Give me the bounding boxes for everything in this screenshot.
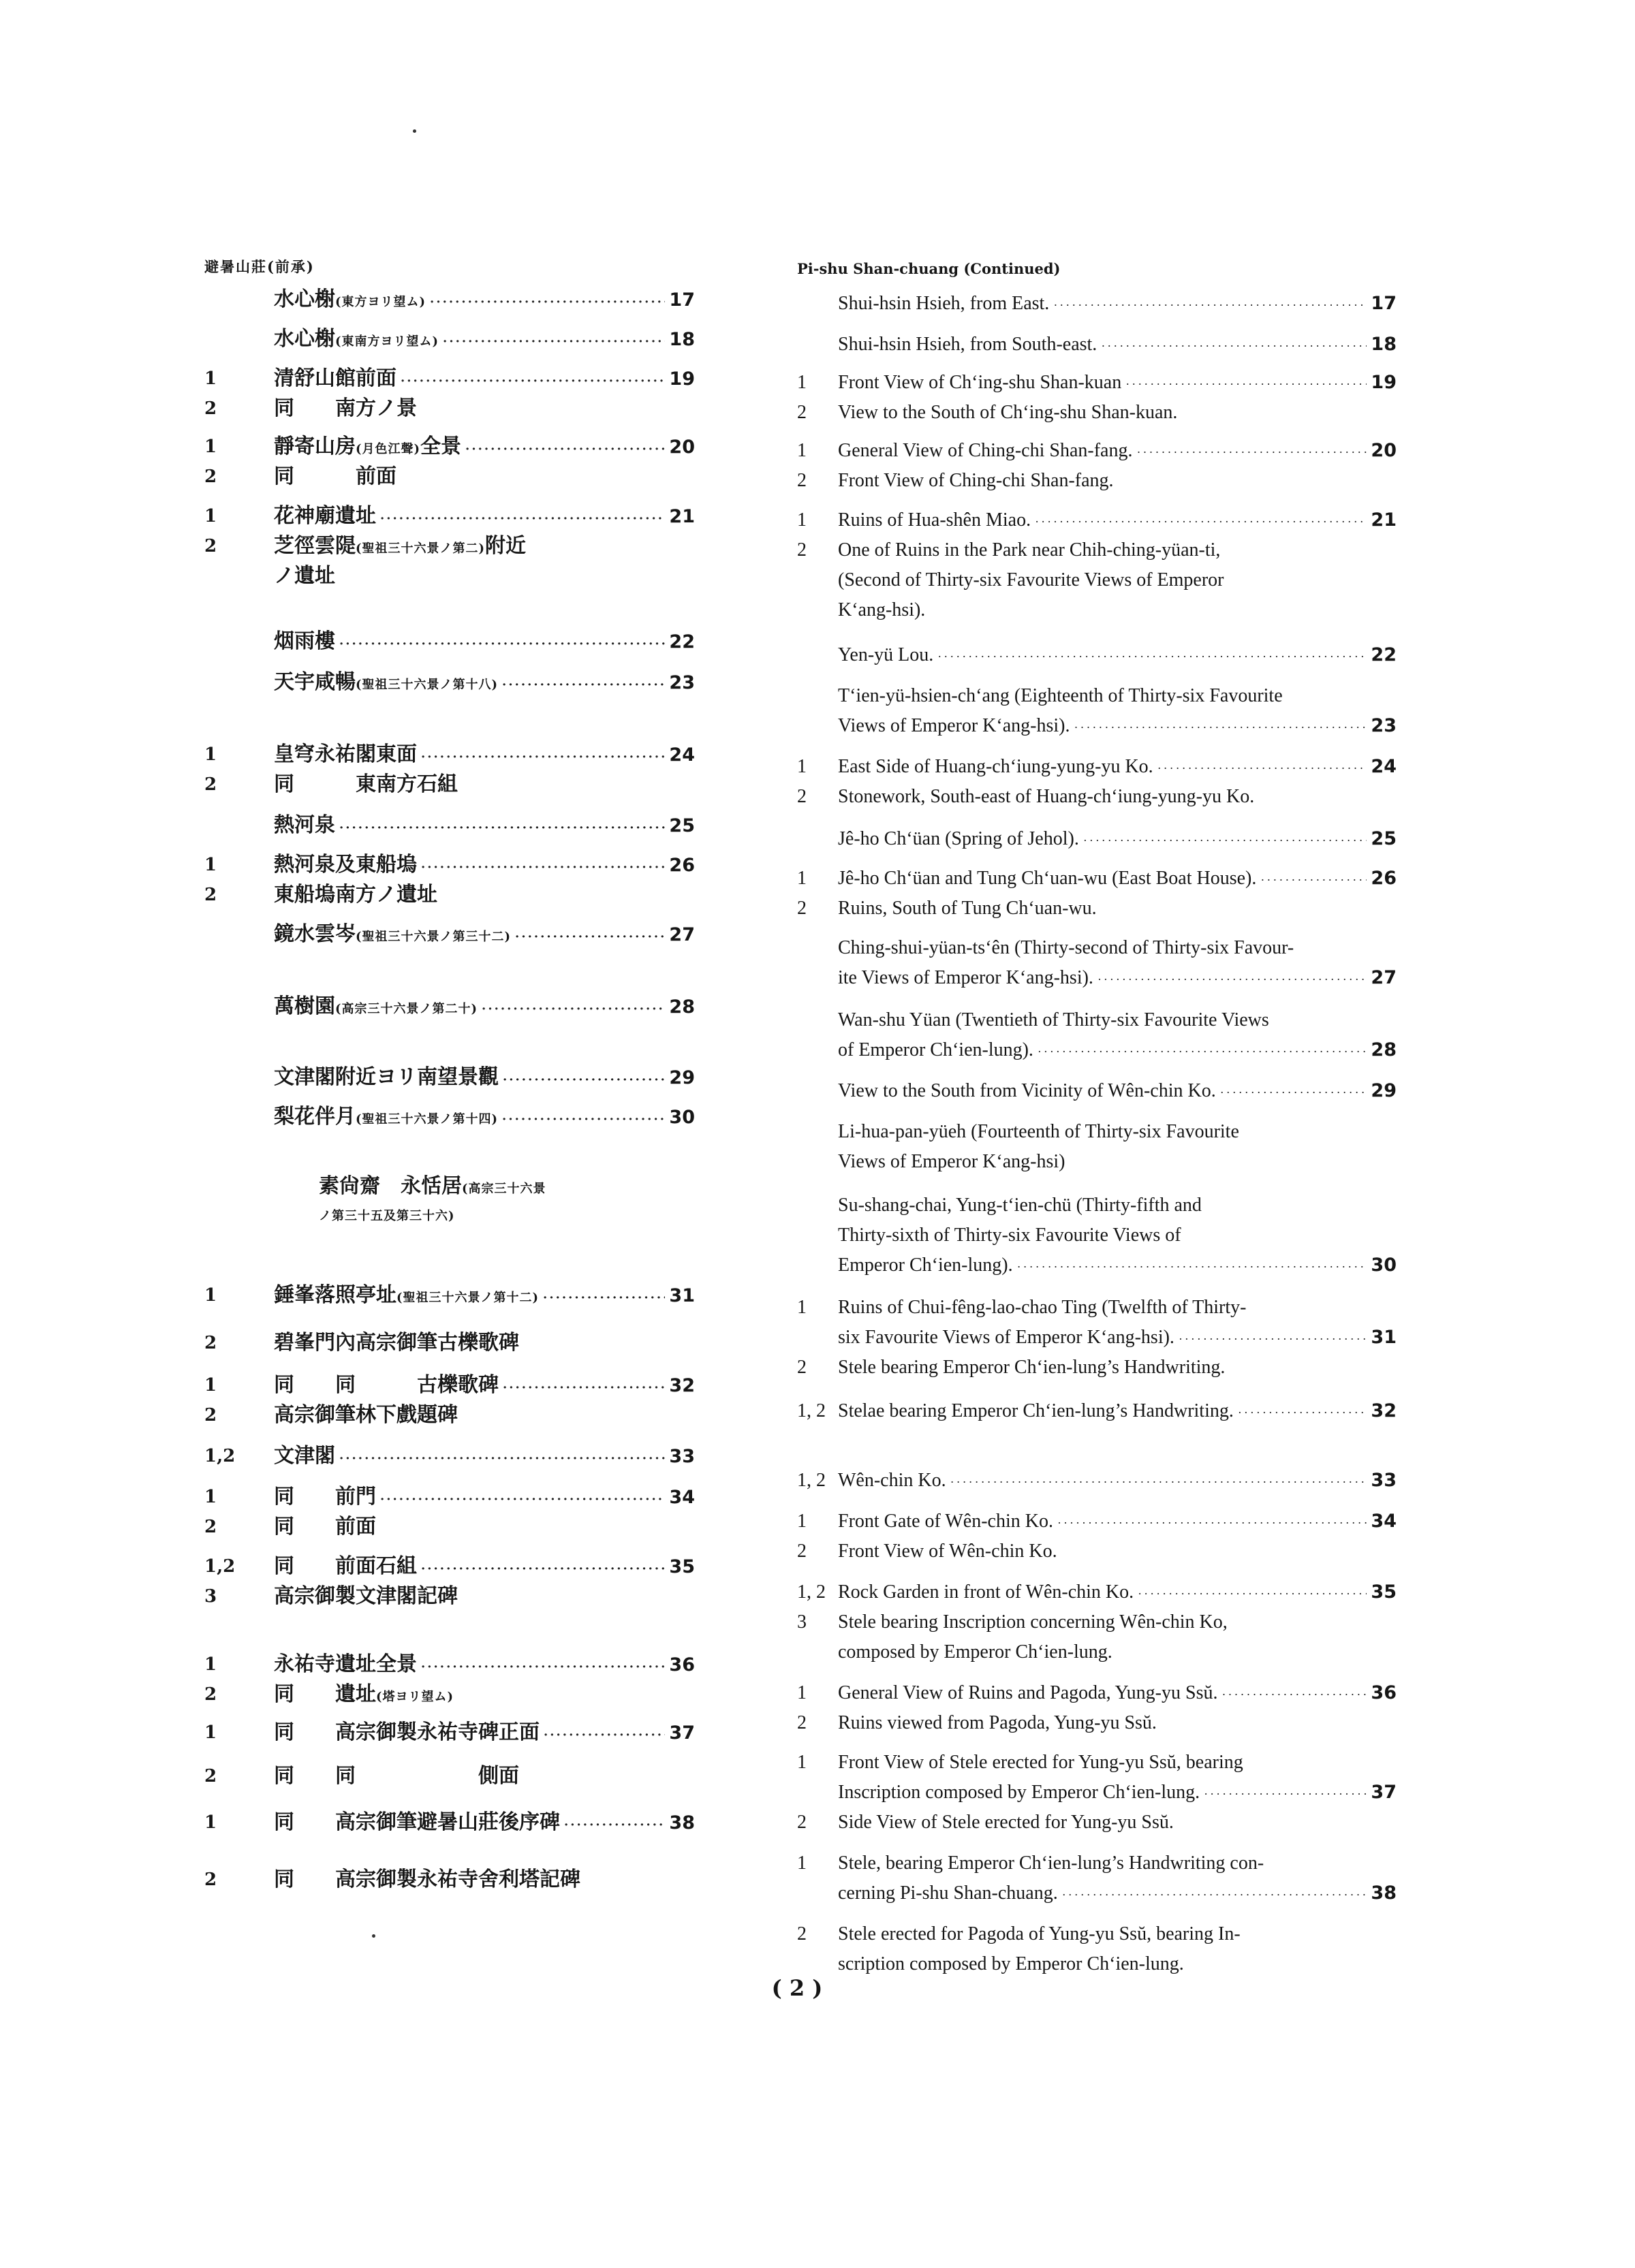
print-speck — [372, 1934, 375, 1938]
dot-leader — [421, 853, 665, 883]
entry-title: Shui-hsin Hsieh, from South-east. — [838, 334, 1097, 355]
entry-annotation: ノ第三十五及第三十六) — [319, 1209, 455, 1223]
plate-number: 2 — [797, 1812, 807, 1833]
entry-title: Stonework, South-east of Huang-ch‘iung-yung-yu Ko. — [838, 786, 1255, 807]
entry-title: Inscription composed by Emperor Ch‘ien-lung. — [838, 1782, 1200, 1803]
entry-title: View to the South of Ch‘ing-shu Shan-kuan. — [838, 402, 1178, 423]
plate-number: 2 — [797, 898, 807, 919]
entry-title: Jê-ho Ch‘üan (Spring of Jehol). — [838, 828, 1079, 849]
dot-leader — [515, 922, 665, 952]
dot-leader — [421, 1652, 665, 1682]
entry-title: View to the South from Vicinity of Wên-chin Ko. — [838, 1080, 1216, 1101]
entry-title: Front View of Stele erected for Yung-yu Ssŭ, bearing — [838, 1752, 1243, 1773]
plate-number: 1 — [797, 1682, 807, 1703]
entry-title: cerning Pi-shu Shan-chuang. — [838, 1883, 1058, 1904]
plate-number: 2 — [204, 885, 217, 905]
dot-leader — [339, 629, 665, 659]
dot-leader — [339, 813, 665, 843]
entry-title: 同 前門 — [274, 1485, 376, 1509]
plate-number: 1 — [204, 506, 217, 526]
entry-annotation: (塔ヨリ望ム) — [376, 1690, 454, 1704]
plate-number: 1 — [204, 1812, 217, 1833]
plate-number: 2 — [204, 1405, 217, 1426]
page-reference: 33 — [669, 1446, 695, 1467]
page-reference: 17 — [669, 289, 695, 311]
entry-title: Li-hua-pan-yüeh (Fourteenth of Thirty-six Favourite — [838, 1121, 1239, 1142]
entry-annotation: (東方ヨリ望ム) — [335, 295, 426, 309]
page-reference: 20 — [669, 437, 695, 458]
entry-title: 同 同 古櫟歌碑 — [274, 1373, 499, 1397]
dot-leader — [502, 670, 665, 700]
entry-title: General View of Ruins and Pagoda, Yung-yu Ssŭ. — [838, 1682, 1218, 1703]
dot-leader — [380, 1485, 665, 1515]
page-reference: 21 — [1371, 509, 1397, 531]
dot-leader — [1220, 1077, 1367, 1107]
plate-number: 2 — [797, 470, 807, 491]
page-reference: 22 — [1371, 644, 1397, 665]
entry-title: 高宗御筆林下戲題碑 — [274, 1403, 458, 1427]
entry-title: 清舒山館前面 — [274, 366, 396, 390]
dot-leader — [1038, 1037, 1367, 1067]
plate-number: 2 — [797, 1923, 807, 1944]
page-reference: 27 — [669, 924, 695, 945]
entry-title: 靜寄山房 — [274, 435, 356, 458]
entry-title: 鏡水雲岑 — [274, 922, 356, 946]
plate-number: 2 — [204, 467, 217, 487]
dot-leader — [1125, 369, 1367, 399]
entry-title: Rock Garden in front of Wên-chin Ko. — [838, 1581, 1134, 1603]
dot-leader — [1136, 437, 1367, 467]
plate-number: 2 — [204, 398, 217, 419]
entry-title: 梨花伴月 — [274, 1105, 356, 1129]
page-reference: 25 — [1371, 828, 1397, 849]
entry-title: 熱河泉 — [274, 813, 335, 837]
page-reference: 24 — [1371, 756, 1397, 777]
entry-title: Stelae bearing Emperor Ch‘ien-lung’s Handwriting. — [838, 1400, 1234, 1421]
entry-title: 萬樹園 — [274, 994, 335, 1018]
dot-leader — [503, 1065, 665, 1095]
entry-title: Front View of Ch‘ing-shu Shan-kuan — [838, 372, 1122, 393]
entry-title: 永祐寺遺址全景 — [274, 1652, 417, 1676]
dot-leader — [1053, 290, 1367, 320]
entry-title: One of Ruins in the Park near Chih-ching-yüan-ti, — [838, 539, 1221, 561]
page-reference: 17 — [1371, 293, 1397, 314]
entry-annotation: (高宗三十六景ノ第二十) — [335, 1002, 478, 1016]
entry-title: (Second of Thirty-six Favourite Views of Emperor — [838, 569, 1224, 590]
entry-title: Views of Emperor K‘ang-hsi). — [838, 715, 1070, 736]
print-speck — [413, 129, 416, 133]
entry-title: Views of Emperor K‘ang-hsi) — [838, 1151, 1065, 1172]
page-reference: 32 — [1371, 1400, 1397, 1421]
plate-number: 3 — [204, 1586, 217, 1607]
entry-title: 高宗御製文津閣記碑 — [274, 1584, 458, 1608]
entry-title: six Favourite Views of Emperor K‘ang-hsi). — [838, 1327, 1174, 1348]
page-reference: 21 — [669, 506, 695, 527]
page-reference: 29 — [669, 1067, 695, 1088]
plate-number: 1 — [204, 368, 217, 389]
entry-annotation: (聖祖三十六景ノ第二) — [356, 541, 486, 556]
page-reference: 29 — [1371, 1080, 1397, 1101]
dot-leader — [1204, 1779, 1367, 1809]
dot-leader — [1074, 712, 1367, 742]
plate-number: 1 — [797, 756, 807, 777]
page-reference: 22 — [669, 631, 695, 652]
dot-leader — [502, 1105, 665, 1135]
entry-title: Ching-shui-yüan-ts‘ên (Thirty-second of Thirty-six Favour- — [838, 937, 1294, 958]
dot-leader — [1057, 1508, 1367, 1538]
dot-leader — [1035, 507, 1367, 537]
entry-title: Thirty-sixth of Thirty-six Favourite Views of — [838, 1225, 1181, 1246]
page-reference: 36 — [1371, 1682, 1397, 1703]
left-section-heading: 避暑山莊(前承) — [204, 258, 315, 275]
plate-number: 2 — [797, 402, 807, 423]
plate-number: 1 — [204, 855, 217, 875]
plate-number: 1,2 — [204, 1556, 236, 1577]
entry-title: Ruins viewed from Pagoda, Yung-yu Ssŭ. — [838, 1712, 1157, 1733]
plate-number: 1, 2 — [797, 1400, 826, 1421]
plate-number: 1 — [204, 437, 217, 457]
entry-title: Stele erected for Pagoda of Yung-yu Ssŭ, bearing In- — [838, 1923, 1241, 1944]
page-reference: 23 — [1371, 715, 1397, 736]
right-section-heading: Pi-shu Shan-chuang (Continued) — [797, 260, 1061, 277]
plate-number: 1, 2 — [797, 1470, 826, 1491]
entry-title: Front View of Ching-chi Shan-fang. — [838, 470, 1114, 491]
entry-title: 錘峯落照亭址 — [274, 1283, 396, 1307]
entry-title: 同 東南方石組 — [274, 772, 458, 796]
plate-number: 1 — [797, 1511, 807, 1532]
plate-number: 1 — [204, 1654, 217, 1675]
entry-title: 素尙齋 永恬居 — [319, 1174, 462, 1198]
entry-title: Side View of Stele erected for Yung-yu Ssŭ. — [838, 1812, 1174, 1833]
page-reference: 38 — [669, 1812, 695, 1833]
entry-title: 水心榭 — [274, 327, 335, 351]
dot-leader — [421, 1554, 665, 1584]
entry-title-suffix: 全景 — [420, 435, 462, 458]
entry-title-suffix: 附近 — [485, 534, 527, 558]
dot-leader — [1179, 1324, 1367, 1354]
dot-leader — [564, 1810, 665, 1840]
entry-title: T‘ien-yü-hsien-ch‘ang (Eighteenth of Thirty-six Favourite — [838, 685, 1283, 706]
entry-title: 同 同 側面 — [274, 1764, 519, 1788]
plate-number: 1 — [797, 868, 807, 889]
page-reference: 20 — [1371, 440, 1397, 461]
plate-number: 1 — [204, 1722, 217, 1743]
page-reference: 19 — [1371, 372, 1397, 393]
dot-leader — [1097, 964, 1367, 994]
entry-title: Stele, bearing Emperor Ch‘ien-lung’s Handwriting con- — [838, 1853, 1264, 1874]
dot-leader — [339, 1444, 665, 1474]
plate-number: 1 — [797, 440, 807, 461]
entry-title: General View of Ching-chi Shan-fang. — [838, 440, 1133, 461]
entry-title: Su-shang-chai, Yung-t‘ien-chü (Thirty-fifth and — [838, 1195, 1202, 1216]
plate-number: 3 — [797, 1611, 807, 1633]
entry-title: Ruins, South of Tung Ch‘uan-wu. — [838, 898, 1097, 919]
plate-number: 1 — [204, 1487, 217, 1507]
entry-title: composed by Emperor Ch‘ien-lung. — [838, 1641, 1112, 1663]
entry-title: ノ遺址 — [274, 564, 335, 588]
dot-leader — [430, 287, 665, 317]
dot-leader — [544, 1720, 665, 1750]
dot-leader — [937, 642, 1367, 672]
dot-leader — [1138, 1579, 1367, 1609]
page-reference: 25 — [669, 815, 695, 836]
page-reference: 32 — [669, 1375, 695, 1396]
page-reference: 36 — [669, 1654, 695, 1675]
plate-number: 1 — [204, 1285, 217, 1306]
plate-number: 1 — [204, 1375, 217, 1396]
plate-number: 1 — [797, 372, 807, 393]
dot-leader — [380, 504, 665, 534]
entry-title: Stele bearing Inscription concerning Wên-chin Ko, — [838, 1611, 1228, 1633]
dot-leader — [1101, 331, 1367, 361]
entry-title: 同 高宗御製永祐寺舍利塔記碑 — [274, 1868, 580, 1891]
entry-title: 文津閣 — [274, 1444, 335, 1468]
entry-title: 同 前面 — [274, 464, 396, 488]
entry-annotation: (月色江聲) — [356, 442, 421, 456]
entry-title: East Side of Huang-ch‘iung-yung-yu Ko. — [838, 756, 1153, 777]
page-reference: 30 — [669, 1107, 695, 1128]
entry-title: 碧峯門內高宗御筆古櫟歌碑 — [274, 1331, 519, 1355]
entry-annotation: (聖祖三十六景ノ第十八) — [356, 678, 499, 692]
entry-title: 同 前面石組 — [274, 1554, 417, 1578]
entry-title: 同 前面 — [274, 1515, 376, 1539]
plate-number: 1 — [797, 509, 807, 531]
entry-title: 花神廟遺址 — [274, 504, 376, 528]
dot-leader — [1260, 865, 1367, 895]
dot-leader — [401, 366, 665, 396]
entry-title: Wên-chin Ko. — [838, 1470, 946, 1491]
dot-leader — [1238, 1398, 1367, 1428]
dot-leader — [1062, 1880, 1367, 1910]
dot-leader — [543, 1283, 665, 1313]
dot-leader — [1083, 825, 1367, 855]
plate-number: 1 — [797, 1853, 807, 1874]
page-reference: 31 — [669, 1285, 695, 1306]
dot-leader — [503, 1373, 665, 1403]
page-reference: 19 — [669, 368, 695, 390]
entry-title: Emperor Ch‘ien-lung). — [838, 1255, 1013, 1276]
entry-title: 天宇咸暢 — [274, 670, 356, 694]
dot-leader — [1221, 1680, 1367, 1710]
entry-title: 同 南方ノ景 — [274, 396, 417, 420]
page-reference: 37 — [669, 1722, 695, 1744]
page-reference: 28 — [1371, 1039, 1397, 1060]
entry-title: 同 遺址 — [274, 1682, 376, 1706]
entry-annotation: (東南方ヨリ望ム) — [335, 334, 439, 349]
dot-leader — [1157, 753, 1367, 783]
plate-number: 1 — [204, 744, 217, 765]
plate-number: 2 — [204, 1333, 217, 1353]
page-reference: 26 — [1371, 868, 1397, 889]
page-reference: 31 — [1371, 1327, 1397, 1348]
entry-title: Wan-shu Yüan (Twentieth of Thirty-six Favourite Views — [838, 1009, 1269, 1030]
entry-title: 烟雨樓 — [274, 629, 335, 653]
plate-number: 2 — [204, 536, 217, 556]
page-reference: 30 — [1371, 1255, 1397, 1276]
entry-title: 水心榭 — [274, 287, 335, 311]
entry-title: Ruins of Hua-shên Miao. — [838, 509, 1031, 531]
plate-number: 2 — [797, 1357, 807, 1378]
entry-title: 東船塢南方ノ遺址 — [274, 883, 437, 907]
entry-title: Stele bearing Emperor Ch‘ien-lung’s Handwriting. — [838, 1357, 1226, 1378]
entry-title: scription composed by Emperor Ch‘ien-lung. — [838, 1953, 1184, 1974]
dot-leader — [465, 435, 665, 464]
entry-annotation: (聖祖三十六景ノ第十二) — [396, 1291, 540, 1305]
dot-leader — [1017, 1252, 1367, 1282]
entry-title: 同 高宗御製永祐寺碑正面 — [274, 1720, 540, 1744]
entry-annotation: (聖祖三十六景ノ第十四) — [356, 1112, 499, 1127]
entry-title: Shui-hsin Hsieh, from East. — [838, 293, 1050, 314]
plate-number: 2 — [797, 1541, 807, 1562]
page-number: ( 2 ) — [771, 1975, 823, 2001]
page-reference: 35 — [669, 1556, 695, 1577]
entry-title: 熱河泉及東船塢 — [274, 853, 417, 877]
plate-number: 2 — [204, 1517, 217, 1537]
entry-title: ite Views of Emperor K‘ang-hsi). — [838, 967, 1093, 988]
dot-leader — [950, 1467, 1367, 1497]
dot-leader — [482, 994, 665, 1024]
plate-number: 2 — [797, 786, 807, 807]
plate-number: 1 — [797, 1297, 807, 1318]
plate-number: 2 — [204, 774, 217, 795]
plate-number: 1, 2 — [797, 1581, 826, 1603]
entry-title: Yen-yü Lou. — [838, 644, 934, 665]
dot-leader — [443, 327, 665, 357]
plate-number: 2 — [204, 1766, 217, 1786]
page-reference: 38 — [1371, 1883, 1397, 1904]
page-reference: 24 — [669, 744, 695, 766]
page-reference: 18 — [1371, 334, 1397, 355]
plate-number: 2 — [797, 539, 807, 561]
page-reference: 28 — [669, 996, 695, 1018]
page-reference: 33 — [1371, 1470, 1397, 1491]
plate-number: 1,2 — [204, 1446, 236, 1466]
page-reference: 35 — [1371, 1581, 1397, 1603]
entry-title: 同 高宗御筆避暑山莊後序碑 — [274, 1810, 560, 1834]
plate-number: 1 — [797, 1752, 807, 1773]
page-reference: 37 — [1371, 1782, 1397, 1803]
entry-annotation: (高宗三十六景 — [462, 1182, 546, 1196]
dot-leader — [421, 742, 665, 772]
page-reference: 34 — [669, 1487, 695, 1508]
entry-title: 皇穹永祐閣東面 — [274, 742, 417, 766]
entry-title: of Emperor Ch‘ien-lung). — [838, 1039, 1033, 1060]
page-reference: 26 — [669, 855, 695, 876]
page-reference: 23 — [669, 672, 695, 693]
entry-title: Front Gate of Wên-chin Ko. — [838, 1511, 1053, 1532]
entry-annotation: (聖祖三十六景ノ第三十二) — [356, 930, 512, 944]
entry-title: K‘ang-hsi). — [838, 599, 926, 620]
plate-number: 2 — [797, 1712, 807, 1733]
page-reference: 27 — [1371, 967, 1397, 988]
entry-title: Jê-ho Ch‘üan and Tung Ch‘uan-wu (East Boat House). — [838, 868, 1257, 889]
plate-number: 2 — [204, 1870, 217, 1890]
entry-title: 芝徑雲隄 — [274, 534, 356, 558]
entry-title: Ruins of Chui-fêng-lao-chao Ting (Twelfth of Thirty- — [838, 1297, 1247, 1318]
page-reference: 34 — [1371, 1511, 1397, 1532]
page-reference: 18 — [669, 329, 695, 350]
entry-title: 文津閣附近ヨリ南望景觀 — [274, 1065, 499, 1089]
plate-number: 2 — [204, 1684, 217, 1705]
entry-title: Front View of Wên-chin Ko. — [838, 1541, 1057, 1562]
